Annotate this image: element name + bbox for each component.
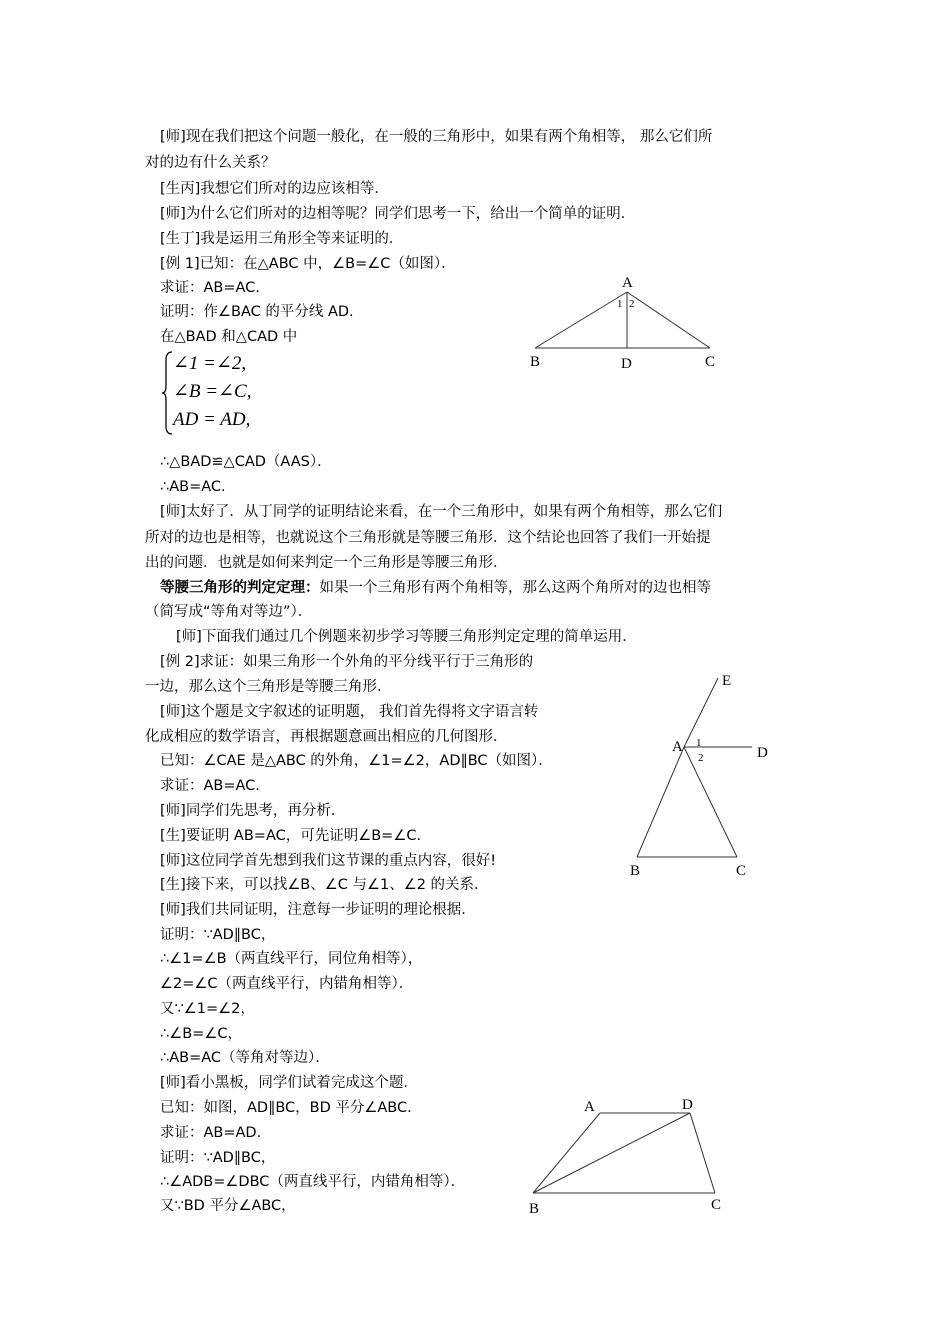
text-line: [师]看小黑板，同学们试着完成这个题． [160,1075,418,1091]
example-2-line: [例 2]求证：如果三角形一个外角的平分线平行于三角形的 [160,654,534,670]
text-line: ∴△BAD≌△CAD（AAS）． [160,454,332,470]
text-line: [师]同学们先思考，再分析． [160,803,346,819]
label-e: E [722,673,732,689]
figure-triangle-bisector [520,270,730,375]
text-line: ∴∠B=∠C， [160,1026,242,1042]
label-a: A [584,1099,595,1115]
text-line: （简写成“等角对等边”）． [145,604,313,620]
text-line: 对的边有什么关系？ [145,155,276,171]
text-line: [生]要证明 AB=AC，可先证明∠B=∠C. [160,828,422,844]
label-c: C [711,1197,722,1213]
text-line: 求证：AB=AD. [160,1125,262,1141]
theorem-text: 如果一个三角形有两个角相等，那么这两个角所对的边也相等 [319,580,711,596]
example-1-line: [例 1]已知：在△ABC 中，∠B=∠C（如图）． [160,256,456,272]
text-line: ∴AB=AC（等角对等边）． [160,1050,330,1066]
label-b: B [530,354,541,370]
text-line: 出的问题．也就是如何来判定一个三角形是等腰三角形． [145,555,508,571]
text-line: [师]这个题是文字叙述的证明题， 我们首先得将文字语言转 [160,704,539,720]
equation-line: ∠1 =∠2, [173,353,247,374]
text-line: 又∵BD 平分∠ABC， [160,1198,296,1214]
text-line: 所对的边也是相等，也就说这个三角形就是等腰三角形．这个结论也回答了我们一开始提 [145,530,711,546]
text-line: [师]现在我们把这个问题一般化，在一般的三角形中，如果有两个角相等， 那么它们所 [160,129,713,145]
text-line: 在△BAD 和△CAD 中 [160,329,298,345]
text-line: ∠2=∠C（两直线平行，内错角相等）． [160,976,414,992]
angle-label-1: 1 [696,737,702,749]
text-line: [生]接下来，可以找∠B、∠C 与∠1、∠2 的关系． [160,877,489,893]
segment-dc [690,1113,715,1193]
text-line: 求证：AB=AC. [160,778,260,794]
label-a: A [622,275,633,291]
segment-ab [637,747,684,857]
theorem-title: 等腰三角形的判定定理： [160,580,320,596]
figure-trapezoid [520,1090,730,1220]
theorem-line [160,578,711,598]
text-line: [师]这位同学首先想到我们这节课的重点内容，很好! [160,853,497,869]
text-line: [师]为什么它们所对的边相等呢？同学们思考一下，给出一个简单的证明． [160,206,636,222]
segment-ab [535,292,627,348]
text-line: [师]下面我们通过几个例题来初步学习等腰三角形判定定理的简单运用． [176,629,637,645]
text-line: ∴∠1=∠B（两直线平行，同位角相等）， [160,951,423,967]
label-c: C [736,863,747,879]
text-line: [师]太好了．从丁同学的证明结论来看，在一个三角形中，如果有两个角相等，那么它们 [160,504,723,520]
text-line: 化成相应的数学语言，再根据题意画出相应的几何图形． [145,729,508,745]
text-line: 证明：∵AD∥BC， [160,1150,276,1166]
text-line: 已知：如图，AD∥BC，BD 平分∠ABC. [160,1100,412,1116]
label-b: B [630,863,641,879]
segment-bd [533,1113,690,1193]
text-line: 求证：AB=AC. [160,280,260,296]
text-line: [师]我们共同证明，注意每一步证明的理论根据． [160,902,476,918]
angle-label-2: 2 [629,298,635,310]
text-line: 又∵∠1=∠2， [160,1001,255,1017]
label-a: A [672,739,683,755]
text-line: 一边，那么这个三角形是等腰三角形． [145,679,392,695]
angle-label-1: 1 [617,298,623,310]
equation-line: ∠B =∠C, [173,381,252,402]
label-d: D [621,356,632,372]
label-d: D [682,1097,693,1113]
figure-exterior-angle [620,665,780,885]
label-d: D [757,745,768,761]
label-c: C [705,354,716,370]
label-b: B [529,1201,540,1217]
text-line: 已知：∠CAE 是△ABC 的外角，∠1=∠2，AD∥BC（如图）． [160,753,553,769]
text-line: 证明：作∠BAC 的平分线 AD. [160,304,354,320]
segment-ab [533,1113,600,1193]
angle-label-2: 2 [698,752,704,764]
segment-ac [627,292,710,348]
text-line: [生丙]我想它们所对的边应该相等． [160,181,389,197]
text-line: ∴AB=AC. [160,479,226,495]
text-line: [生丁]我是运用三角形全等来证明的． [160,231,404,247]
equation-line: AD = AD, [173,409,251,430]
text-line: ∴∠ADB=∠DBC（两直线平行，内错角相等）． [160,1174,466,1190]
text-line: 证明：∵AD∥BC， [160,927,276,943]
segment-ac [684,747,737,857]
